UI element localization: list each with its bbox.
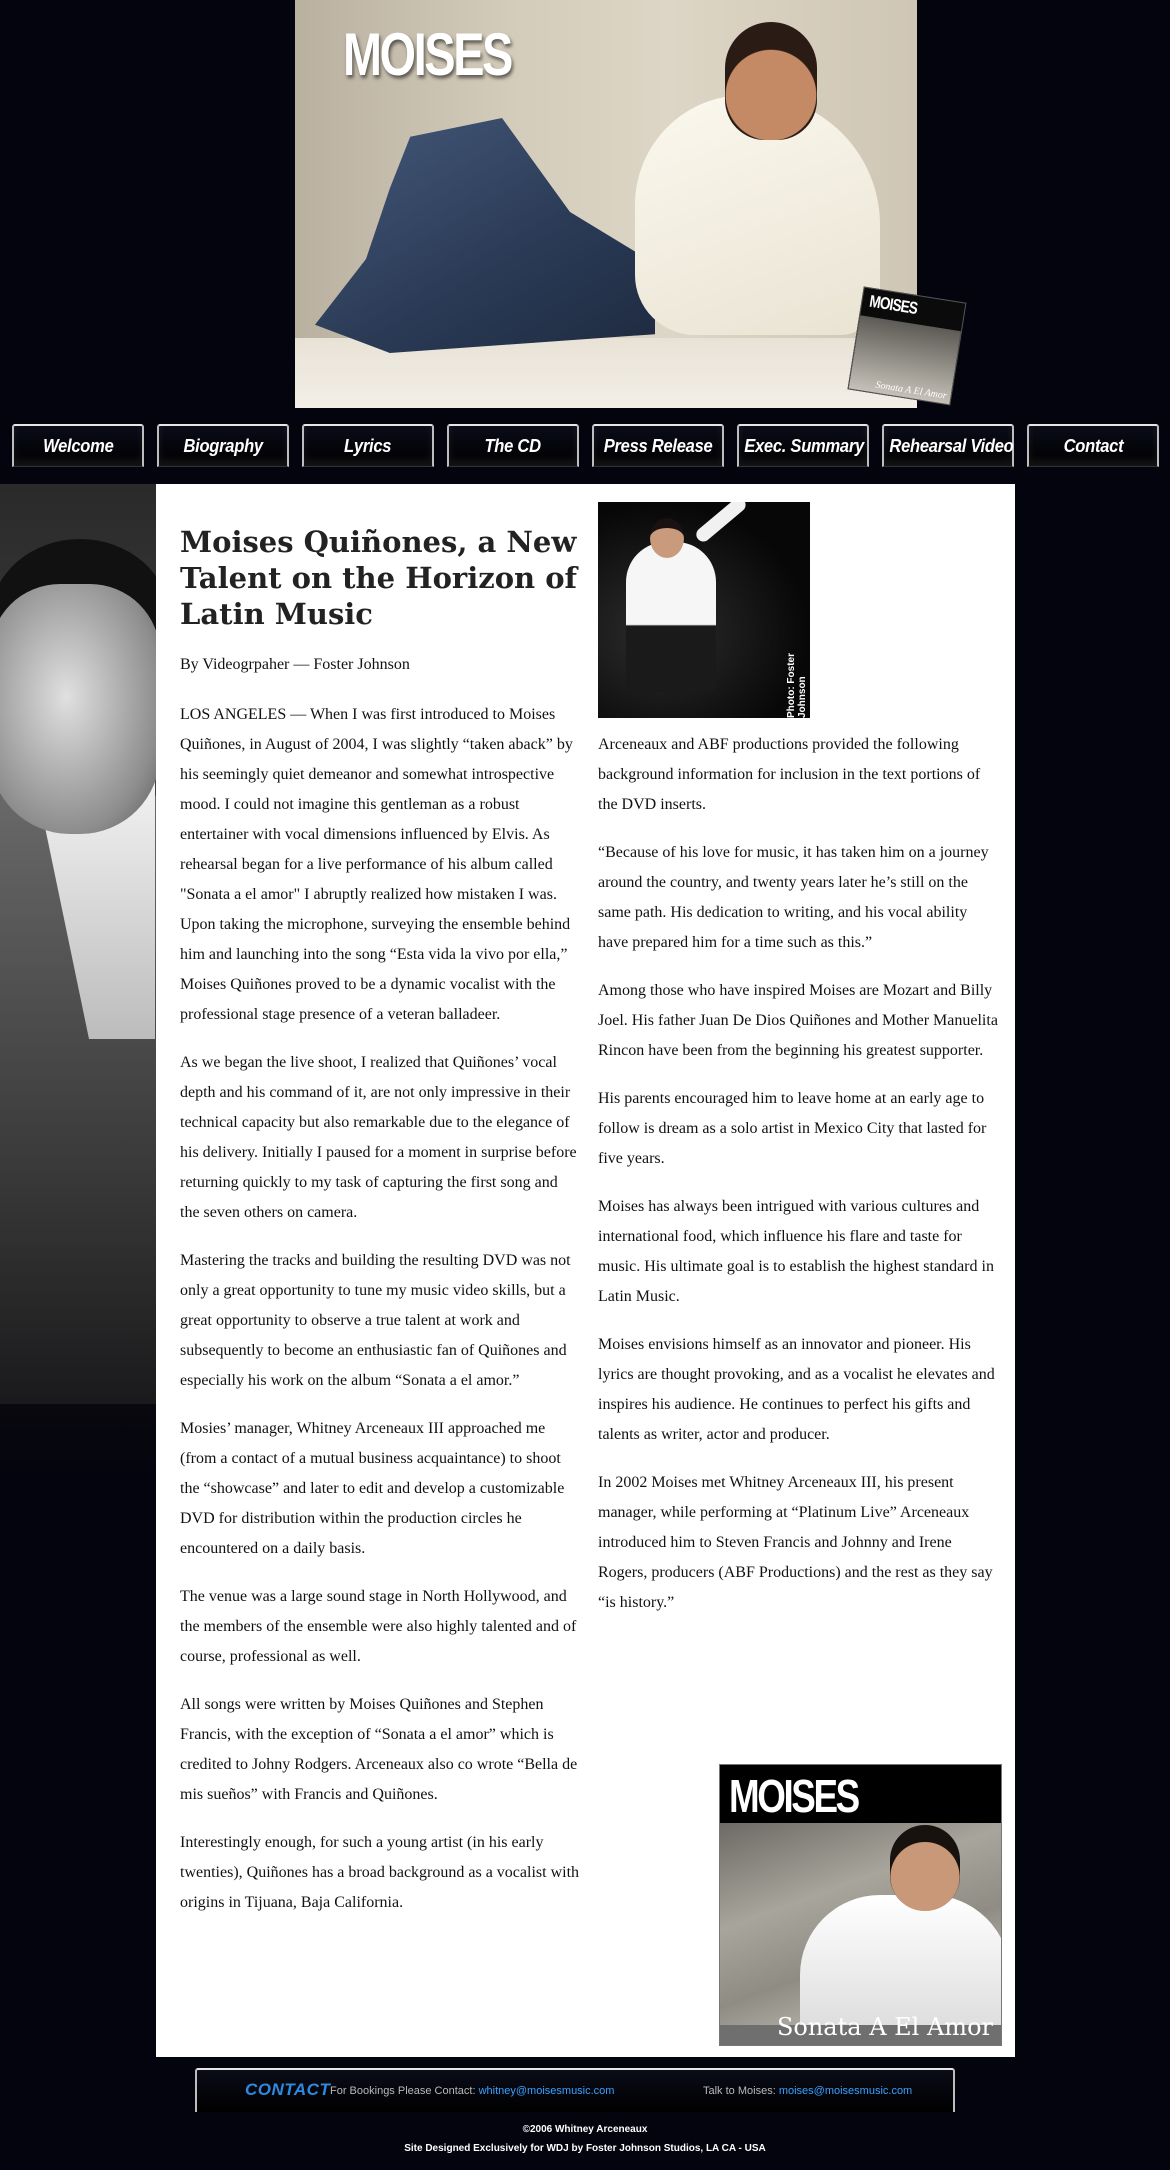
concert-photo [598,502,810,718]
article-paragraph: Arceneaux and ABF productions provided the following background information for inclusion in the text portions of the DVD inserts. [598,736,981,813]
article-right-column [598,730,998,1636]
header-photo [295,0,917,408]
nav-welcome-label: Welcome [42,436,114,456]
header-figure-head [725,22,817,140]
article-paragraph: “Because of his love for music, it has taken him on a journey around the country, and twenty years later he’s still on the same path. His dedication to writing, and his vocal ability have prepared him for a time such as this.” [598,844,989,951]
article-paragraph: His parents encouraged him to leave home at an early age to follow is dream as a solo artist in Mexico City that lasted for five years. [598,1090,987,1167]
article-paragraph: In 2002 Moises met Whitney Arceneaux III, his present manager, while performing at “Platinum Live” Arceneaux introduced him to Steven Francis and Johnny and Irene Rogers, producers (ABF Productions) and the rest as they say “is history.” [598,1474,993,1611]
nav-press-release[interactable] [592,424,724,467]
article-paragraph: All songs were written by Moises Quiñones and Stephen Francis, with the exception of “Sonata a el amor” which is credited to Johny Rodgers. Arceneaux also co wrote “Bella de mis sueños” with Francis and Quiñones. [180,1696,578,1803]
article-panel [156,484,1015,2057]
nav-welcome[interactable] [12,424,144,467]
nav-lyrics-label: Lyrics [344,436,392,456]
nav-exec-summary[interactable] [737,424,869,467]
side-portrait-photo [0,484,156,1484]
talk-email-link[interactable]: moises@moisesmusic.com [778,2085,913,2097]
booking-email-link[interactable]: whitney@moisesmusic.com [478,2085,615,2097]
footer-credits: Site Designed Exclusively for WDJ by Foster Johnson Studios, LA CA - USA [404,2143,766,2154]
header-cd-label: MOISES [868,291,919,318]
cd-cover-image[interactable] [719,1764,1002,2046]
header-figure-jeans [315,118,655,353]
cd-cover-title: MOISES [729,1770,858,1822]
concert-performer-head [650,518,684,558]
header-cd-thumbnail [848,287,967,406]
footer-copyright: ©2006 Whitney Arceneaux [522,2124,648,2135]
article-paragraph: LOS ANGELES — When I was first introduced to Moises Quiñones, in August of 2004, I was slightly “taken aback” by his seemingly quiet demeanor and somewhat introspective mood. I could not imagine this gentleman as a robust entertainer with vocal dimensions influenced by Elvis. As rehearsal began for a live performance of his album called "Sonata a el amor" I abruptly realized how mistaken I was. Upon taking the microphone, surveying the ensemble behind him and launching into the song “Esta vida la vivo por ella,” Moises Quiñones proved to be a dynamic vocalist with the professional stage presence of a veteran balladeer. [180,706,573,1023]
main-nav [12,424,1160,468]
portrait-face [0,584,156,834]
nav-lyrics[interactable] [302,424,434,467]
article-paragraph: The venue was a large sound stage in North Hollywood, and the members of the ensemble were also highly talented and of course, professional as well. [180,1588,577,1665]
article-paragraph: Mosies’ manager, Whitney Arceneaux III approached me (from a contact of a mutual business acquaintance) to shoot the “showcase” and later to edit and develop a customizable DVD for distribution within the production circles he encountered on a daily basis. [180,1420,565,1557]
article-paragraph: Interestingly enough, for such a young artist (in his early twenties), Quiñones has a broad background as a vocalist with origins in Tijuana, Baja California. [180,1834,580,1911]
nav-contact-label: Contact [1063,436,1123,456]
nav-press-release-label: Press Release [603,436,713,456]
article-left-column [180,700,580,1936]
concert-performer-arm [694,502,749,544]
nav-exec-summary-label: Exec. Summary [744,436,864,456]
article-byline: By Videogrpaher — Foster Johnson [180,656,410,673]
nav-biography[interactable] [157,424,289,467]
article-paragraph: As we began the live shoot, I realized that Quiñones’ vocal depth and his command of it, are not only impressive in their technical capacity but also remarkable due to the elegance of his delivery. Initially I paused for a moment in surprise before returning quickly to my task of capturing the first song and the seven others on camera. [180,1054,577,1221]
footer-booking-text: For Bookings Please Contact: [330,2085,476,2097]
article-paragraph: Moises has always been intrigued with various cultures and international food, which influence his flare and taste for music. His ultimate goal is to establish the highest standard in Latin Music. [598,1198,994,1305]
nav-the-cd[interactable] [447,424,579,467]
nav-contact[interactable] [1027,424,1159,467]
article-paragraph: Among those who have inspired Moises are Mozart and Billy Joel. His father Juan De Dios Quiñones and Mother Manuelita Rincon have been from the beginning his greatest supporter. [598,982,998,1059]
footer-booking [330,2085,614,2097]
footer-contact-heading: CONTACT [245,2080,331,2099]
cd-cover-head [890,1825,960,1911]
footer-talk-text: Talk to Moises: [703,2085,776,2097]
nav-biography-label: Biography [183,436,263,456]
nav-the-cd-label: The CD [484,436,542,456]
article-paragraph: Mastering the tracks and building the resulting DVD was not only a great opportunity to tune my music video skills, but a great opportunity to observe a true talent at work and subsequently to become an enthusiastic fan of Quiñones and especially his work on the album “Sonata a el amor.” [180,1252,571,1389]
site-logo-title: MOISES [343,21,512,88]
header-cd-subtitle: Sonata A El Amor [874,379,948,402]
article-paragraph: Moises envisions himself as an innovator and pioneer. His lyrics are thought provoking, and as a vocalist he elevates and inspires his audience. He continues to perfect his gifts and talents as writer, actor and producer. [598,1336,995,1443]
footer-contact-bar [195,2068,955,2112]
photo-credit: Photo: Foster Johnson [786,653,808,718]
nav-rehearsal-video-label: Rehearsal Video [889,436,1014,456]
nav-rehearsal-video[interactable] [882,424,1014,467]
article-title: Moises Quiñones, a New Talent on the Horizon of Latin Music [180,525,578,631]
footer-talk [703,2085,912,2097]
cd-cover-subtitle: Sonata A El Amor [776,2013,993,2041]
concert-performer [626,542,716,692]
